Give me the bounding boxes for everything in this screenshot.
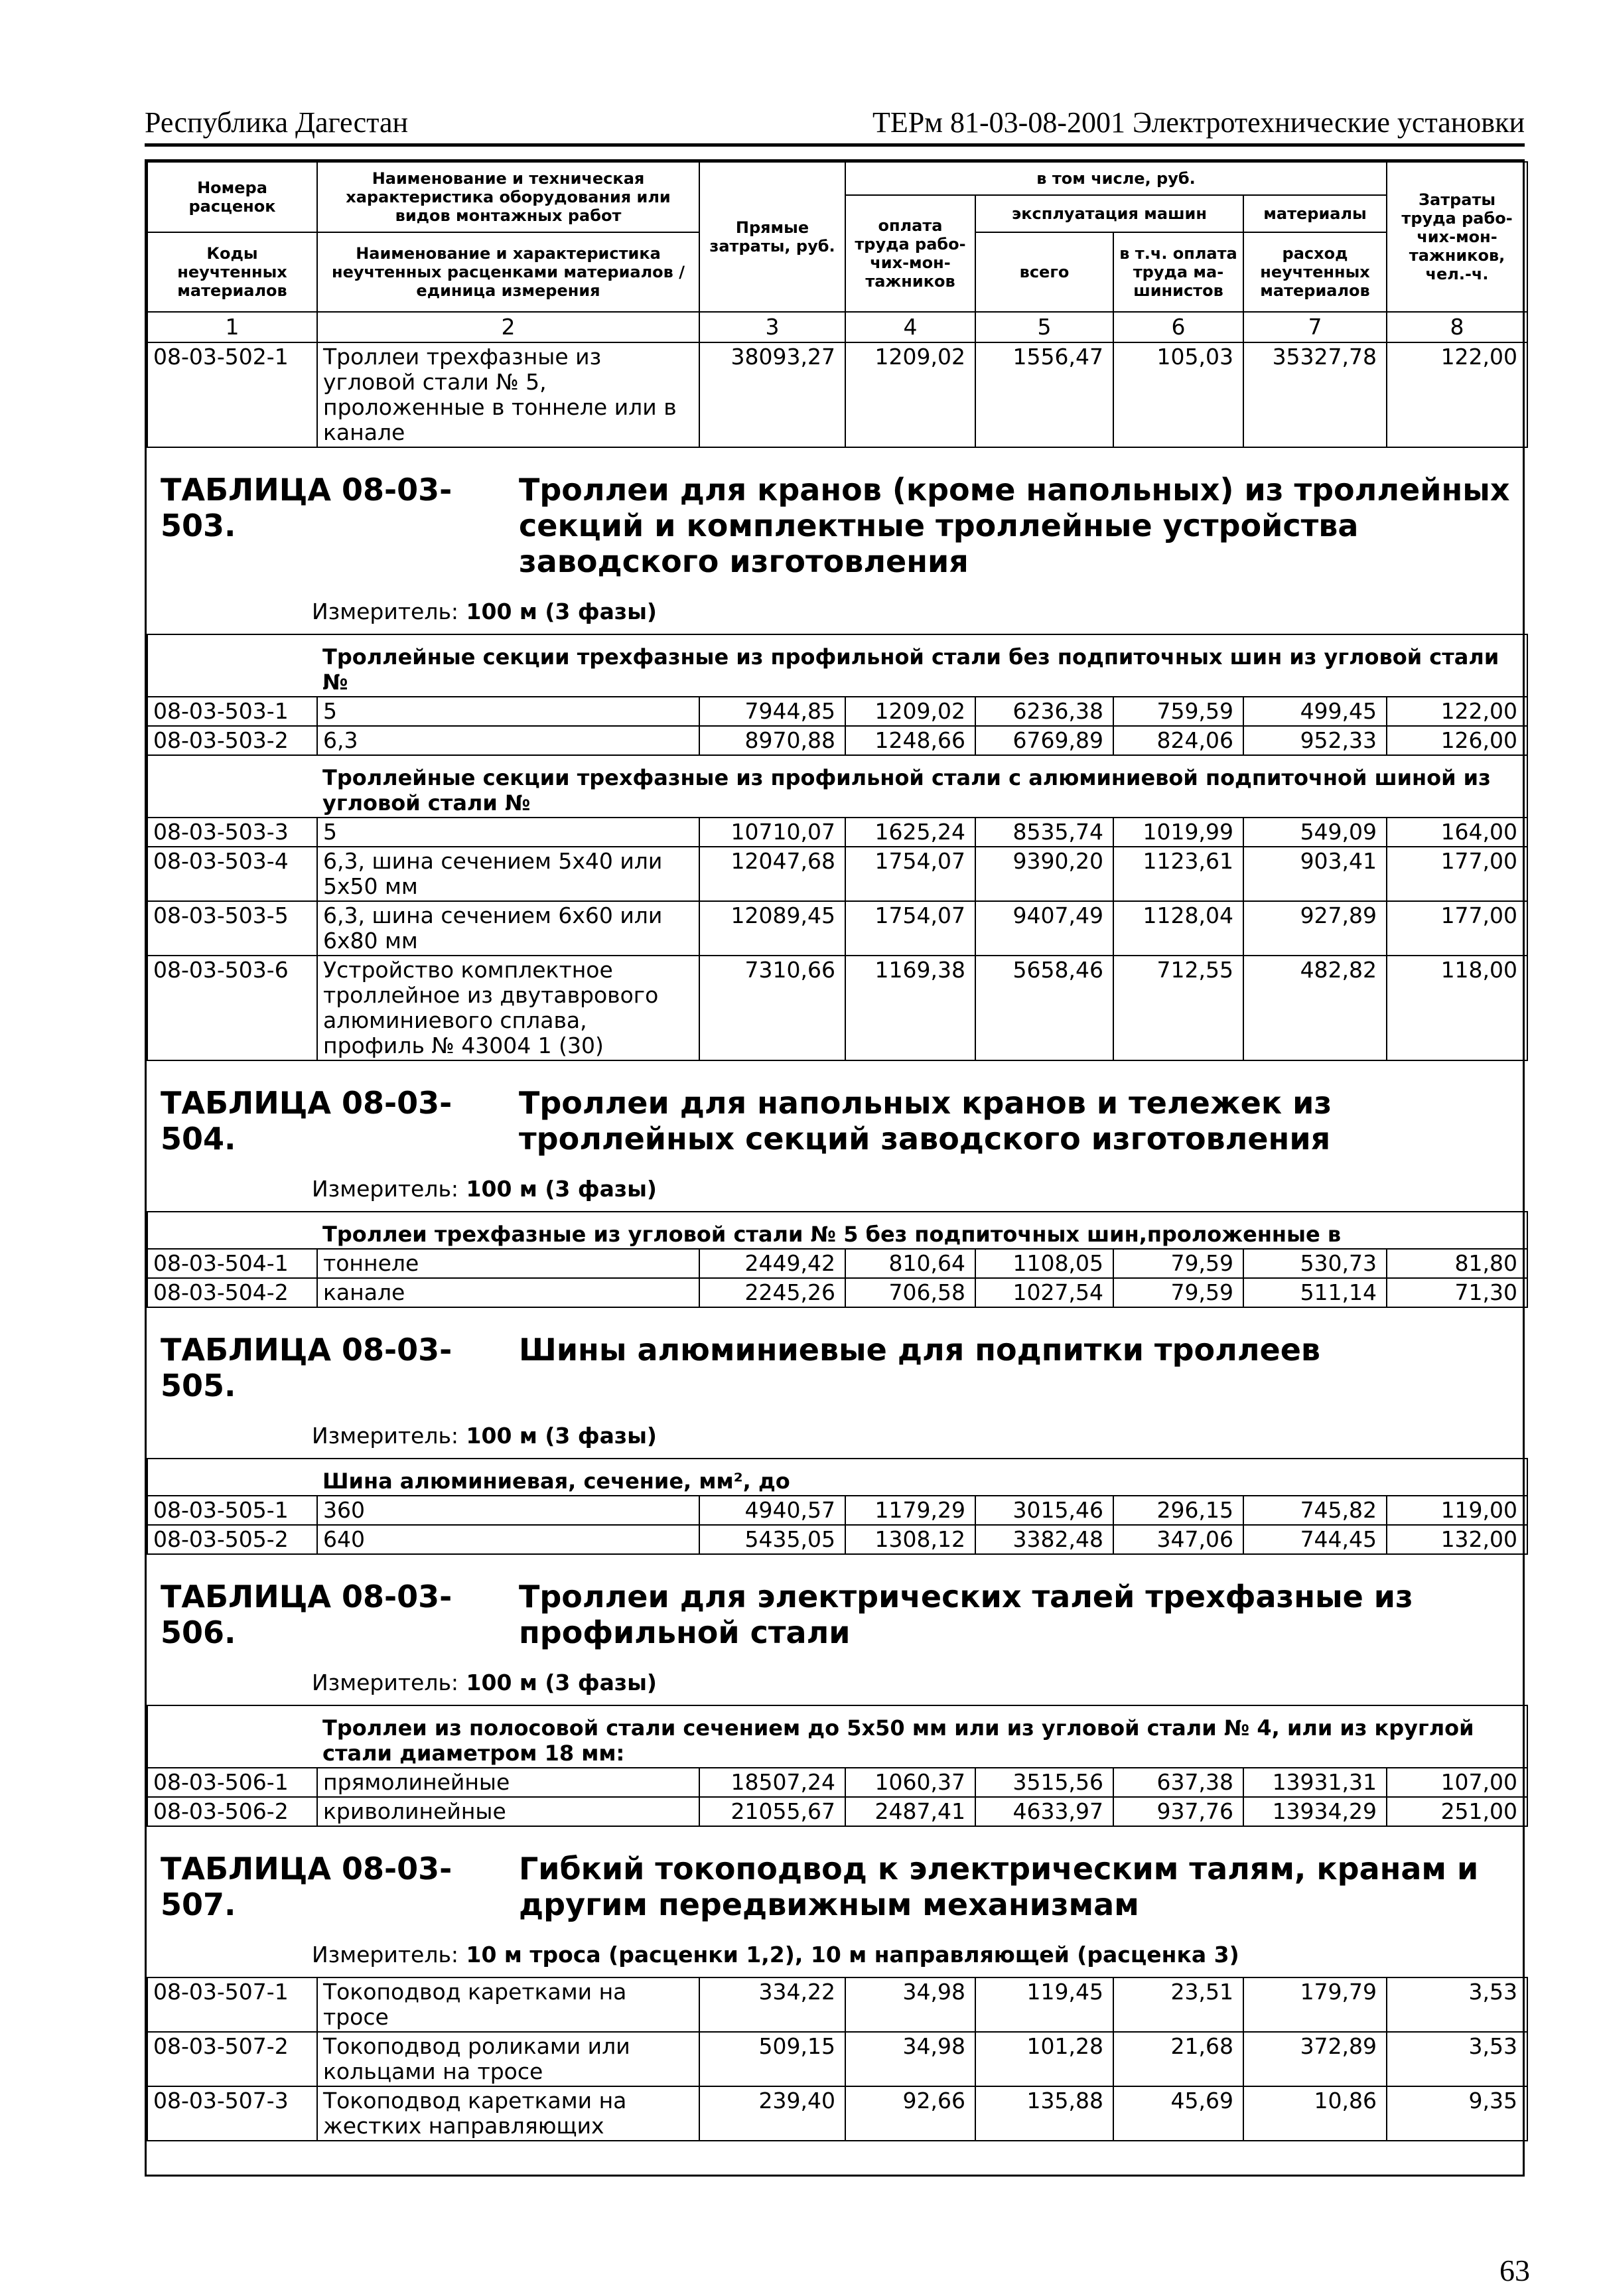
rate-value: 10,86 bbox=[1243, 2086, 1387, 2141]
column-number: 2 bbox=[317, 312, 699, 342]
measure-row bbox=[147, 1661, 1527, 1705]
header-region: Республика Дагестан bbox=[145, 106, 409, 139]
rate-value: 92,66 bbox=[845, 2086, 975, 2141]
rate-value: 119,00 bbox=[1387, 1496, 1527, 1525]
table-label: ТАБЛИЦА 08-03-504. bbox=[161, 1085, 452, 1157]
work-name: 360 bbox=[317, 1496, 699, 1525]
group-heading-row bbox=[147, 634, 1527, 697]
rate-value: 239,40 bbox=[699, 2086, 845, 2141]
group-heading bbox=[317, 1705, 1527, 1768]
rate-code: 08-03-503-3 bbox=[147, 818, 317, 847]
rate-value: 9390,20 bbox=[975, 847, 1113, 901]
group-heading bbox=[317, 1459, 1527, 1496]
rate-code: 08-03-506-1 bbox=[147, 1768, 317, 1797]
col-header-work-name: Наименование и техническая характеристика оборудования или видов монтажных работ bbox=[317, 162, 699, 232]
rate-value: 23,51 bbox=[1113, 1977, 1243, 2032]
rate-value: 13931,31 bbox=[1243, 1768, 1387, 1797]
rate-value: 1556,47 bbox=[975, 342, 1113, 447]
rate-value: 1209,02 bbox=[845, 342, 975, 447]
rate-value: 1308,12 bbox=[845, 1525, 975, 1554]
rate-value: 79,59 bbox=[1113, 1249, 1243, 1278]
table-row bbox=[147, 2086, 1527, 2141]
work-name: канале bbox=[317, 1278, 699, 1307]
table-row bbox=[147, 1977, 1527, 2032]
rate-value: 12047,68 bbox=[699, 847, 845, 901]
col-header-worker-pay: оплата труда рабо-чих-мон-тажников bbox=[845, 195, 975, 312]
rate-value: 4940,57 bbox=[699, 1496, 845, 1525]
group-heading-row bbox=[147, 1705, 1527, 1768]
work-name: Токоподвод роликами или кольцами на тросе bbox=[317, 2032, 699, 2086]
table-row bbox=[147, 1249, 1527, 1278]
rate-value: 119,45 bbox=[975, 1977, 1113, 2032]
rate-value: 2449,42 bbox=[699, 1249, 845, 1278]
rate-value: 296,15 bbox=[1113, 1496, 1243, 1525]
unit-of-measure bbox=[147, 1933, 1527, 1977]
table-label: ТАБЛИЦА 08-03-505. bbox=[161, 1332, 452, 1403]
rate-value: 1108,05 bbox=[975, 1249, 1113, 1278]
rate-value: 3515,56 bbox=[975, 1768, 1113, 1797]
rate-value: 21,68 bbox=[1113, 2032, 1243, 2086]
group-spacer bbox=[147, 755, 317, 818]
work-name: 6,3, шина сечением 6х60 или 6х80 мм bbox=[317, 901, 699, 956]
group-spacer bbox=[147, 1705, 317, 1768]
group-heading-text: Троллейные секции трехфазные из профильной стали без подпиточных шин из угловой стали № bbox=[322, 644, 1499, 695]
running-header bbox=[145, 100, 1525, 147]
rate-value: 45,69 bbox=[1113, 2086, 1243, 2141]
work-name: 5 bbox=[317, 818, 699, 847]
column-number: 8 bbox=[1387, 312, 1527, 342]
table-row bbox=[147, 901, 1527, 956]
rate-value: 9,35 bbox=[1387, 2086, 1527, 2141]
work-name: криволинейные bbox=[317, 1797, 699, 1826]
table-label: ТАБЛИЦА 08-03-507. bbox=[161, 1851, 452, 1922]
unit-of-measure bbox=[147, 590, 1527, 634]
work-name: 6,3, шина сечением 5х40 или 5х50 мм bbox=[317, 847, 699, 901]
unit-of-measure bbox=[147, 1414, 1527, 1459]
table-title-row bbox=[147, 1307, 1527, 1414]
unit-of-measure bbox=[147, 1661, 1527, 1705]
rate-value: 135,88 bbox=[975, 2086, 1113, 2141]
col-header-material-usage: расход неучтенных материалов bbox=[1243, 232, 1387, 312]
rates-table bbox=[147, 161, 1528, 2141]
rate-value: 3,53 bbox=[1387, 2032, 1527, 2086]
rate-value: 132,00 bbox=[1387, 1525, 1527, 1554]
rate-value: 38093,27 bbox=[699, 342, 845, 447]
rate-value: 105,03 bbox=[1113, 342, 1243, 447]
rates-sheet bbox=[145, 159, 1525, 2177]
table-row bbox=[147, 1525, 1527, 1554]
rate-code: 08-03-507-2 bbox=[147, 2032, 317, 2086]
rate-value: 34,98 bbox=[845, 1977, 975, 2032]
rate-value: 107,00 bbox=[1387, 1768, 1527, 1797]
rate-value: 3382,48 bbox=[975, 1525, 1113, 1554]
table-row bbox=[147, 1797, 1527, 1826]
rate-value: 177,00 bbox=[1387, 901, 1527, 956]
work-name: прямолинейные bbox=[317, 1768, 699, 1797]
col-header-rate-numbers: Номера расценок bbox=[147, 162, 317, 232]
rate-value: 1625,24 bbox=[845, 818, 975, 847]
table-title-row bbox=[147, 1060, 1527, 1167]
table-title bbox=[147, 1307, 1527, 1414]
rate-value: 511,14 bbox=[1243, 1278, 1387, 1307]
column-number: 7 bbox=[1243, 312, 1387, 342]
rate-value: 8970,88 bbox=[699, 726, 845, 755]
rate-value: 1754,07 bbox=[845, 847, 975, 901]
rate-value: 745,82 bbox=[1243, 1496, 1387, 1525]
page-number: 63 bbox=[1499, 2254, 1530, 2287]
table-title bbox=[147, 1826, 1527, 1933]
rate-value: 1123,61 bbox=[1113, 847, 1243, 901]
group-spacer bbox=[147, 634, 317, 697]
rate-value: 81,80 bbox=[1387, 1249, 1527, 1278]
table-row bbox=[147, 847, 1527, 901]
col-header-materials: материалы bbox=[1243, 195, 1387, 232]
rate-value: 1179,29 bbox=[845, 1496, 975, 1525]
rate-value: 13934,29 bbox=[1243, 1797, 1387, 1826]
measure-row bbox=[147, 1414, 1527, 1459]
group-heading bbox=[317, 634, 1527, 697]
rate-value: 1027,54 bbox=[975, 1278, 1113, 1307]
rate-value: 927,89 bbox=[1243, 901, 1387, 956]
table-title bbox=[147, 447, 1527, 590]
table-row bbox=[147, 818, 1527, 847]
rate-value: 952,33 bbox=[1243, 726, 1387, 755]
rate-value: 164,00 bbox=[1387, 818, 1527, 847]
rate-value: 12089,45 bbox=[699, 901, 845, 956]
table-row bbox=[147, 726, 1527, 755]
rate-value: 179,79 bbox=[1243, 1977, 1387, 2032]
work-name: Устройство комплектное троллейное из двутаврового алюминиевого сплава, профиль № 43004 1 (30) bbox=[317, 956, 699, 1060]
group-heading-text: Троллеи из полосовой стали сечением до 5х50 мм или из угловой стали № 4, или из круглой стали диаметром 18 мм: bbox=[322, 1715, 1474, 1766]
rate-value: 9407,49 bbox=[975, 901, 1113, 956]
rate-value: 5658,46 bbox=[975, 956, 1113, 1060]
rate-value: 824,06 bbox=[1113, 726, 1243, 755]
rate-code: 08-03-503-1 bbox=[147, 697, 317, 726]
rate-value: 903,41 bbox=[1243, 847, 1387, 901]
rate-value: 1128,04 bbox=[1113, 901, 1243, 956]
rate-value: 6236,38 bbox=[975, 697, 1113, 726]
rate-value: 101,28 bbox=[975, 2032, 1113, 2086]
rate-value: 71,30 bbox=[1387, 1278, 1527, 1307]
group-heading-text: Троллейные секции трехфазные из профильной стали с алюминиевой подпиточной шиной из угловой стали № bbox=[322, 765, 1491, 816]
table-row bbox=[147, 342, 1527, 447]
group-spacer bbox=[147, 1459, 317, 1496]
table-caption: Троллеи для кранов (кроме напольных) из троллейных секций и комплектные троллейные устройства заводского изготовления bbox=[519, 472, 1510, 579]
rate-code: 08-03-507-3 bbox=[147, 2086, 317, 2141]
rate-code: 08-03-503-5 bbox=[147, 901, 317, 956]
rate-value: 118,00 bbox=[1387, 956, 1527, 1060]
table-caption: Гибкий токоподвод к электрическим талям, кранам и другим передвижным механизмам bbox=[519, 1851, 1479, 1922]
table-caption: Шины алюминиевые для подпитки троллеев bbox=[519, 1332, 1321, 1368]
rate-value: 334,22 bbox=[699, 1977, 845, 2032]
rate-value: 549,09 bbox=[1243, 818, 1387, 847]
table-row bbox=[147, 697, 1527, 726]
rate-value: 810,64 bbox=[845, 1249, 975, 1278]
rate-value: 4633,97 bbox=[975, 1797, 1113, 1826]
measure-row bbox=[147, 1933, 1527, 1977]
rate-value: 79,59 bbox=[1113, 1278, 1243, 1307]
rate-value: 122,00 bbox=[1387, 342, 1527, 447]
rate-code: 08-03-506-2 bbox=[147, 1797, 317, 1826]
rate-code: 08-03-505-2 bbox=[147, 1525, 317, 1554]
group-heading-row bbox=[147, 1212, 1527, 1249]
rate-value: 509,15 bbox=[699, 2032, 845, 2086]
table-title-row bbox=[147, 447, 1527, 590]
rate-value: 3015,46 bbox=[975, 1496, 1113, 1525]
measure-value: 100 м (3 фазы) bbox=[466, 599, 657, 624]
rate-value: 530,73 bbox=[1243, 1249, 1387, 1278]
rate-code: 08-03-505-1 bbox=[147, 1496, 317, 1525]
table-title bbox=[147, 1554, 1527, 1661]
rate-value: 251,00 bbox=[1387, 1797, 1527, 1826]
col-header-operator-pay: в т.ч. оплата труда ма-шинистов bbox=[1113, 232, 1243, 312]
measure-row bbox=[147, 590, 1527, 634]
group-heading-row bbox=[147, 755, 1527, 818]
rate-value: 1209,02 bbox=[845, 697, 975, 726]
group-heading-text: Троллеи трехфазные из угловой стали № 5 без подпиточных шин,проложенные в bbox=[322, 1222, 1342, 1247]
rate-value: 759,59 bbox=[1113, 697, 1243, 726]
group-heading-row bbox=[147, 1459, 1527, 1496]
rate-value: 126,00 bbox=[1387, 726, 1527, 755]
table-row bbox=[147, 2032, 1527, 2086]
measure-label: Измеритель: bbox=[312, 1942, 459, 1968]
group-heading bbox=[317, 755, 1527, 818]
column-number: 3 bbox=[699, 312, 845, 342]
table-title-row bbox=[147, 1826, 1527, 1933]
col-header-material-names: Наименование и характеристика неучтенных расценками материалов / единица измерения bbox=[317, 232, 699, 312]
rate-value: 7944,85 bbox=[699, 697, 845, 726]
table-caption: Троллеи для напольных кранов и тележек из троллейных секций заводского изготовления bbox=[519, 1085, 1332, 1157]
column-number: 6 bbox=[1113, 312, 1243, 342]
measure-label: Измеритель: bbox=[312, 1176, 459, 1202]
col-header-labor-hours: Затраты труда рабо-чих-мон-тажников, чел.-ч. bbox=[1387, 162, 1527, 312]
measure-label: Измеритель: bbox=[312, 1423, 459, 1449]
rate-value: 177,00 bbox=[1387, 847, 1527, 901]
rate-value: 499,45 bbox=[1243, 697, 1387, 726]
rate-value: 5435,05 bbox=[699, 1525, 845, 1554]
unit-of-measure bbox=[147, 1167, 1527, 1212]
rate-value: 372,89 bbox=[1243, 2032, 1387, 2086]
measure-value: 100 м (3 фазы) bbox=[466, 1423, 657, 1449]
column-number: 5 bbox=[975, 312, 1113, 342]
col-header-material-codes: Коды неучтенных материалов bbox=[147, 232, 317, 312]
rate-value: 1248,66 bbox=[845, 726, 975, 755]
rate-value: 10710,07 bbox=[699, 818, 845, 847]
rate-value: 8535,74 bbox=[975, 818, 1113, 847]
rate-value: 2487,41 bbox=[845, 1797, 975, 1826]
table-label: ТАБЛИЦА 08-03-503. bbox=[161, 472, 452, 543]
work-name: 6,3 bbox=[317, 726, 699, 755]
rate-code: 08-03-504-1 bbox=[147, 1249, 317, 1278]
measure-value: 100 м (3 фазы) bbox=[466, 1670, 657, 1695]
work-name: 5 bbox=[317, 697, 699, 726]
measure-row bbox=[147, 1167, 1527, 1212]
rate-code: 08-03-503-6 bbox=[147, 956, 317, 1060]
work-name: тоннеле bbox=[317, 1249, 699, 1278]
work-name: Токоподвод каретками на тросе bbox=[317, 1977, 699, 2032]
work-name: Троллеи трехфазные из угловой стали № 5, проложенные в тоннеле или в канале bbox=[317, 342, 699, 447]
rate-value: 706,58 bbox=[845, 1278, 975, 1307]
table-row bbox=[147, 956, 1527, 1060]
rate-value: 712,55 bbox=[1113, 956, 1243, 1060]
rate-value: 2245,26 bbox=[699, 1278, 845, 1307]
measure-label: Измеритель: bbox=[312, 599, 459, 624]
rate-code: 08-03-507-1 bbox=[147, 1977, 317, 2032]
col-header-machine-operation: эксплуатация машин bbox=[975, 195, 1243, 232]
group-heading-text: Шина алюминиевая, сечение, мм², до bbox=[322, 1469, 790, 1494]
measure-value: 100 м (3 фазы) bbox=[466, 1176, 657, 1202]
rate-value: 347,06 bbox=[1113, 1525, 1243, 1554]
rate-value: 3,53 bbox=[1387, 1977, 1527, 2032]
column-number: 4 bbox=[845, 312, 975, 342]
work-name: Токоподвод каретками на жестких направляющих bbox=[317, 2086, 699, 2141]
rate-value: 744,45 bbox=[1243, 1525, 1387, 1554]
table-caption: Троллеи для электрических талей трехфазные из профильной стали bbox=[519, 1579, 1413, 1650]
group-spacer bbox=[147, 1212, 317, 1249]
column-number: 1 bbox=[147, 312, 317, 342]
rate-value: 34,98 bbox=[845, 2032, 975, 2086]
rate-value: 18507,24 bbox=[699, 1768, 845, 1797]
work-name: 640 bbox=[317, 1525, 699, 1554]
rate-value: 1754,07 bbox=[845, 901, 975, 956]
table-title-row bbox=[147, 1554, 1527, 1661]
col-header-machine-total: всего bbox=[975, 232, 1113, 312]
rate-value: 7310,66 bbox=[699, 956, 845, 1060]
rate-value: 482,82 bbox=[1243, 956, 1387, 1060]
group-heading bbox=[317, 1212, 1527, 1249]
measure-label: Измеритель: bbox=[312, 1670, 459, 1695]
header-document-code: ТЕРм 81-03-08-2001 Электротехнические установки bbox=[872, 106, 1525, 139]
table-row bbox=[147, 1768, 1527, 1797]
rate-value: 122,00 bbox=[1387, 697, 1527, 726]
rate-value: 21055,67 bbox=[699, 1797, 845, 1826]
table-label: ТАБЛИЦА 08-03-506. bbox=[161, 1579, 452, 1650]
col-header-including: в том числе, руб. bbox=[845, 162, 1387, 195]
rate-value: 1060,37 bbox=[845, 1768, 975, 1797]
table-title bbox=[147, 1060, 1527, 1167]
rate-value: 1169,38 bbox=[845, 956, 975, 1060]
table-row bbox=[147, 1278, 1527, 1307]
table-row bbox=[147, 1496, 1527, 1525]
rate-value: 1019,99 bbox=[1113, 818, 1243, 847]
rate-value: 937,76 bbox=[1113, 1797, 1243, 1826]
rate-code: 08-03-503-2 bbox=[147, 726, 317, 755]
col-header-direct-costs: Прямые затраты, руб. bbox=[699, 162, 845, 312]
rate-code: 08-03-502-1 bbox=[147, 342, 317, 447]
rate-value: 35327,78 bbox=[1243, 342, 1387, 447]
rate-code: 08-03-504-2 bbox=[147, 1278, 317, 1307]
rate-value: 637,38 bbox=[1113, 1768, 1243, 1797]
measure-value: 10 м троса (расценки 1,2), 10 м направляющей (расценка 3) bbox=[466, 1942, 1239, 1968]
rate-value: 6769,89 bbox=[975, 726, 1113, 755]
rate-code: 08-03-503-4 bbox=[147, 847, 317, 901]
